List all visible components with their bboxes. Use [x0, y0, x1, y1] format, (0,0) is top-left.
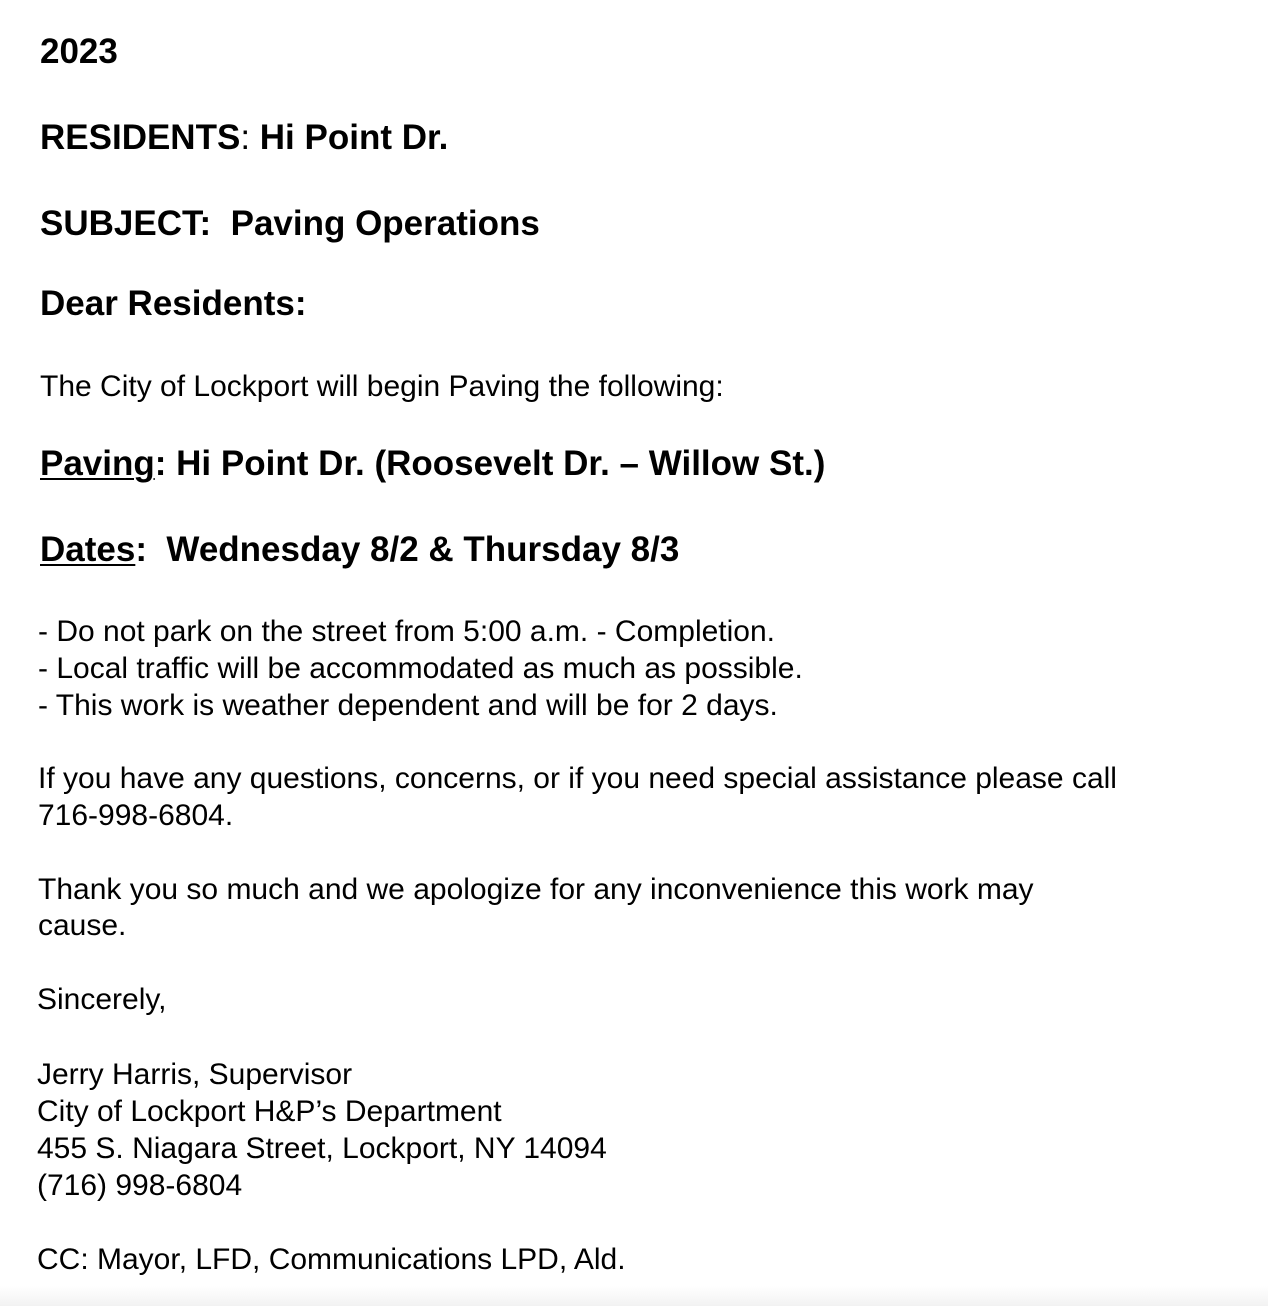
subject-line [40, 206, 540, 241]
letter-year: 2023 [40, 32, 118, 71]
questions-line-1: If you have any questions, concerns, or if you need special assistance please call [38, 762, 1117, 795]
intro-text: The City of Lockport will begin Paving the following: [40, 370, 724, 403]
note-no-parking: - Do not park on the street from 5:00 a.m. - Completion. [38, 615, 775, 648]
paving-value: : Hi Point Dr. (Roosevelt Dr. – Willow St.) [154, 444, 826, 483]
residents-value: Hi Point Dr. [250, 118, 449, 157]
subject-value: Paving Operations [230, 204, 540, 243]
residents-label: RESIDENTS [40, 118, 241, 157]
paving-line [40, 446, 825, 481]
page-bottom-edge [0, 1286, 1268, 1306]
signer-department: City of Lockport H&P’s Department [37, 1095, 502, 1128]
note-local-traffic: - Local traffic will be accommodated as much as possible. [38, 652, 803, 685]
residents-colon: : [240, 118, 251, 157]
cc-line: CC: Mayor, LFD, Communications LPD, Ald. [37, 1243, 626, 1276]
thanks-line-2: cause. [38, 909, 127, 942]
greeting: Dear Residents: [40, 284, 307, 323]
signer-phone: (716) 998-6804 [37, 1169, 243, 1202]
dates-label: Dates [40, 530, 136, 569]
thanks-line-1: Thank you so much and we apologize for any inconvenience this work may [38, 873, 1034, 906]
signer-name: Jerry Harris, Supervisor [37, 1058, 353, 1091]
residents-line [40, 120, 448, 155]
signer-address: 455 S. Niagara Street, Lockport, NY 14094 [37, 1132, 607, 1165]
dates-line [40, 532, 679, 567]
subject-label: SUBJECT: [40, 204, 212, 243]
questions-line-2: 716-998-6804. [38, 799, 234, 832]
paving-label: Paving [40, 444, 155, 483]
closing: Sincerely, [37, 983, 167, 1016]
dates-value: : Wednesday 8/2 & Thursday 8/3 [135, 530, 680, 569]
note-weather: - This work is weather dependent and will be for 2 days. [38, 689, 778, 722]
